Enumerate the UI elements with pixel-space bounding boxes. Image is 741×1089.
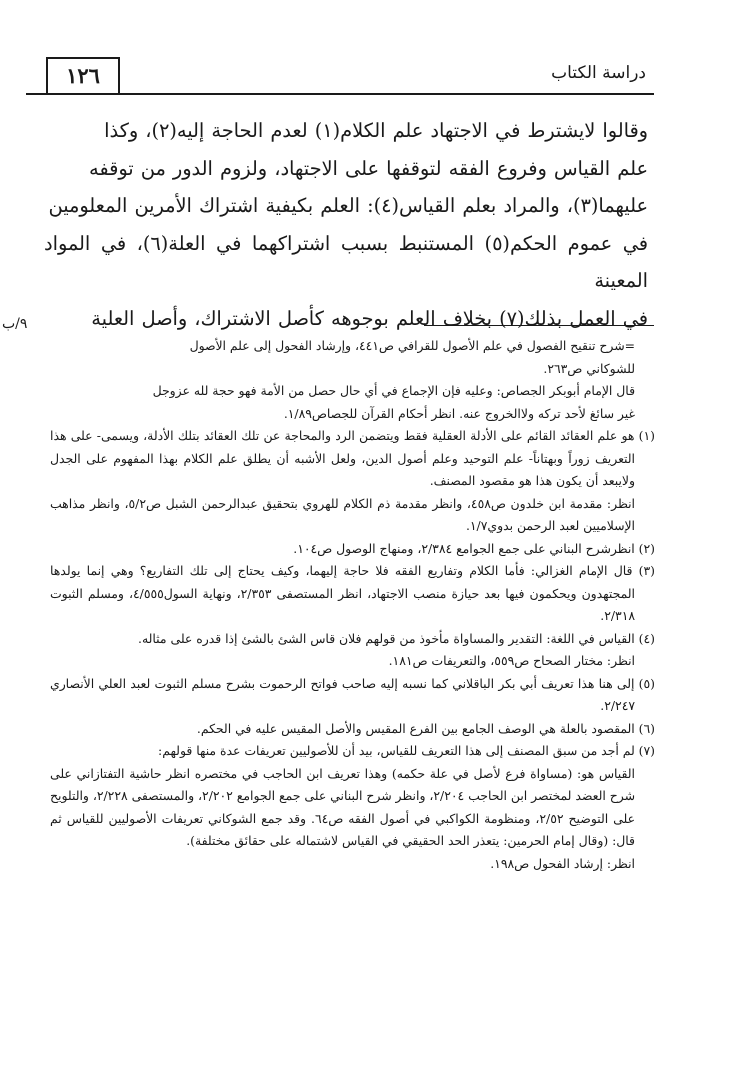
footnote-line: القياس هو: (مساواة فرع لأصل في علة حكمه) وهذا تعريف ابن الحاجب في مختصره انظر حاشية التفتازاني على شرح العضد لمختصر ابن الحاجب ٢/٢٠٤، وانظر شرح البناني على جمع الجوامع ٢/٢٠٢، والمستصفى ٢/٢٢٨، والتلويح على التوضيح ٢/٥٢، ومنظومة الكواكبي في أصول الفقه ص٦٤. وقد جمع الشوكاني تعريفات الأصوليين للقياس ثم قال: (وقال إمام الحرمين: يتعذر الحد الحقيقي في القياس لاشتماله على حقائق مختلفة).: [50, 765, 636, 848]
footnote-line: انظر: مقدمة ابن خلدون ص٤٥٨، وانظر مقدمة ذم الكلام للهروي بتحقيق عبدالرحمن الشبل ص٥/٢، وانظر مذاهب الإسلاميين لعبد الرحمن بدوي١/٧.: [50, 495, 635, 533]
footnote-line: انظر: إرشاد الفحول ص١٩٨.: [490, 855, 635, 871]
page-header: [26, 57, 654, 95]
page-number: ١٢٦: [46, 57, 120, 93]
footnote-7: (٧) لم أجد من سبق المصنف إلى هذا التعريف للقياس، بيد أن للأصوليين تعريفات عدة منها قولهم:: [158, 743, 655, 758]
manuscript-folio-marker: ٩/ب: [2, 316, 28, 332]
body-line: في عموم الحكم(٥) المستنبط بسبب اشتراكهما في العلة(٦)، في المواد المعينة: [44, 231, 649, 292]
footnote-line: للشوكاني ص٢٦٣.: [543, 360, 635, 376]
footnote-5: (٥) إلى هنا هذا تعريف أبي بكر الباقلاني كما نسبه إليه صاحب فواتح الرحموت بشرح مسلم الثبوت لعبد العلي الأنصاري ٢/٢٤٧.: [50, 675, 655, 713]
main-text: [44, 112, 648, 337]
footnote-line: =شرح تنقيح الفصول في علم الأصول للقرافي ص٤٤١، وإرشاد الفحول إلى علم الأصول: [189, 338, 635, 353]
footnotes: [50, 335, 655, 875]
footnote-line: غير سائغ لأحد تركه ولاالخروج عنه. انظر أحكام القرآن للجصاص١/٨٩.: [283, 405, 635, 421]
footnote-line: انظر: مختار الصحاح ص٥٥٩، والتعريفات ص١٨١.: [388, 653, 635, 668]
footnote-line: قال الإمام أبوبكر الجصاص: وعليه فإن الإجماع في أي حال حصل من الأمة فهو حجة لله عزوجل: [152, 383, 635, 398]
body-line: في العمل بذلك(٧) بخلاف العلم بوجوهه كأصل الاشتراك، وأصل العلية: [91, 306, 648, 330]
footnote-separator: [424, 325, 654, 326]
footnote-4: (٤) القياس في اللغة: التقدير والمساواة مأخوذ من قولهم فلان قاس الشئ بالشئ إذا قدره على مثاله.: [138, 630, 655, 646]
footnote-1: (١) هو علم العقائد القائم على الأدلة العقلية فقط ويتضمن الرد والمحاجة عن تلك العقائد بتلك الأدلة، ويسمى- على هذا التعريف زوراً وبهتاناً- علم التوحيد وعلم أصول الدين، ولعل الأشبه أن يطلق علم الكلام بهذا المفهوم على الجدل ولايبعد أن يكون هذا هو مقصود المصنف.: [50, 428, 655, 488]
body-line: عليهما(٣)، والمراد بعلم القياس(٤): العلم بكيفية اشتراك الأمرين المعلومين: [48, 194, 648, 217]
footnote-3: (٣) قال الإمام الغزالي: فأما الكلام وتفاريع الفقه فلا حاجة إليهما، وكيف يحتاج إلى تلك التفاريع؟ وهي إنما يولدها المجتهدون ويحكمون فيها بعد حيازة منصب الاجتهاد، انظر المستصفى ٢/٣٥٣، ونهاية السول٤/٥٥٥، ومسلم الثبوت ٢/٣١٨.: [50, 563, 655, 623]
body-line: وقالوا لايشترط في الاجتهاد علم الكلام(١) لعدم الحاجة إليه(٢)، وكذا: [104, 119, 648, 142]
body-line: علم القياس وفروع الفقه لتوقفها على الاجتهاد، ولزوم الدور من توقفه: [89, 156, 648, 180]
footnote-2: (٢) انظرشرح البناني على جمع الجوامع ٢/٣٨٤، ومنهاج الوصول ص١٠٤.: [293, 540, 655, 556]
footnote-6: (٦) المقصود بالعلة هي الوصف الجامع بين الفرع المقيس والأصل المقيس عليه في الحكم.: [196, 720, 655, 736]
running-title: دراسة الكتاب: [551, 63, 646, 83]
